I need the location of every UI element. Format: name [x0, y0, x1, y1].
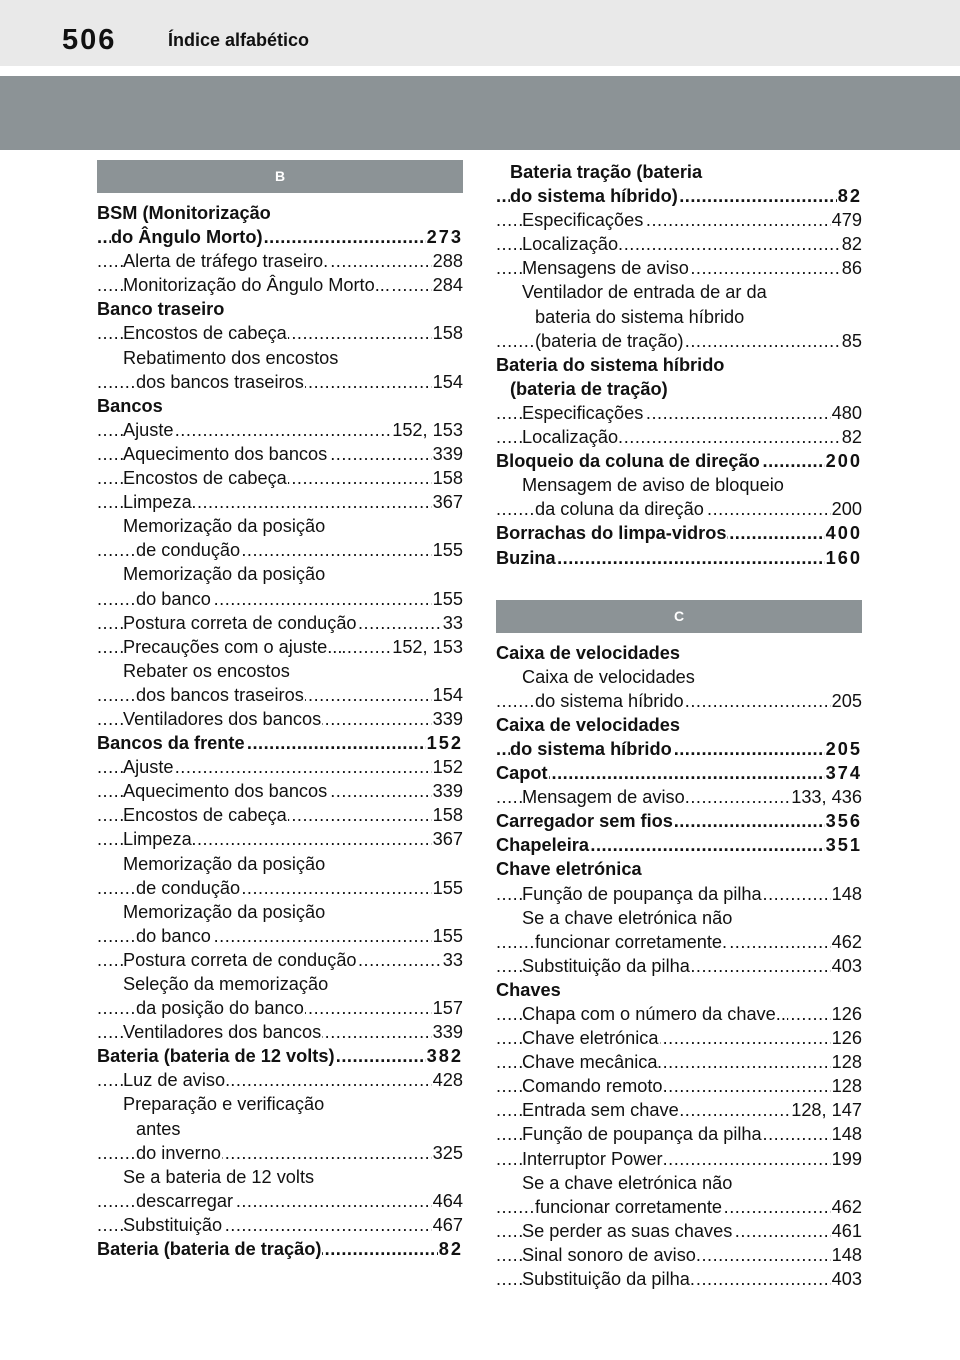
entry-term: (bateria de tração)	[535, 330, 684, 351]
entry-page-ref: 428	[432, 1068, 463, 1092]
index-entry	[97, 852, 463, 876]
entry-term: Chave mecânica	[522, 1052, 658, 1073]
entry-term: Se a chave eletrónica não	[522, 1172, 733, 1193]
entry-term: Bancos	[97, 395, 163, 416]
entry-term: Bateria (bateria de tração)	[97, 1239, 322, 1260]
index-entry	[496, 954, 862, 978]
entry-term: Mensagem de aviso de bloqueio	[522, 475, 784, 496]
index-entry	[496, 401, 862, 425]
entry-page-ref: 152, 153	[391, 635, 463, 659]
index-list-right-top	[496, 160, 862, 570]
index-entry	[97, 827, 463, 851]
entry-page-ref: 325	[432, 1141, 463, 1165]
entry-term: Luz de aviso.	[123, 1070, 231, 1091]
index-entry	[496, 785, 862, 809]
index-entry	[97, 1020, 463, 1044]
entry-page-ref: 462	[831, 1195, 862, 1219]
entry-term: de condução	[136, 877, 241, 898]
index-entry	[97, 972, 463, 996]
entry-page-ref: 126	[831, 1002, 862, 1026]
entry-page-ref: 356	[825, 809, 862, 833]
entry-page-ref: 339	[432, 779, 463, 803]
index-entry	[496, 930, 862, 954]
index-entry	[496, 305, 862, 329]
page-header	[0, 0, 960, 66]
index-column-left	[97, 160, 463, 1261]
entry-page-ref: 85	[841, 329, 862, 353]
entry-page-ref: 284	[432, 273, 463, 297]
index-entry	[97, 996, 463, 1020]
index-entry	[97, 273, 463, 297]
entry-term: Chave eletrónica	[522, 1028, 659, 1049]
index-entry	[496, 546, 862, 570]
index-entry	[97, 611, 463, 635]
index-entry	[496, 689, 862, 713]
entry-page-ref: 155	[432, 924, 463, 948]
entry-page-ref: 148	[831, 882, 862, 906]
entry-term: do sistema híbrido	[535, 690, 684, 711]
entry-page-ref: 403	[831, 954, 862, 978]
entry-page-ref: 158	[432, 466, 463, 490]
entry-term: Especificações	[522, 210, 644, 231]
entry-term: Chaves	[496, 979, 561, 1000]
index-entry	[496, 665, 862, 689]
entry-term: Bateria do sistema híbrido	[496, 354, 725, 375]
entry-term: do banco	[136, 588, 211, 609]
index-entry	[97, 948, 463, 972]
entry-term: Bloqueio da coluna de direção	[496, 451, 760, 472]
index-entry	[97, 1092, 463, 1116]
entry-term: Postura correta de condução	[123, 949, 357, 970]
entry-term: Postura correta de condução	[123, 612, 357, 633]
entry-term: Alerta de tráfego traseiro.	[123, 251, 329, 272]
index-entry	[496, 809, 862, 833]
entry-term: Mensagens de aviso	[522, 258, 689, 279]
entry-page-ref: 199	[831, 1147, 862, 1171]
entry-term: descarregar	[136, 1190, 234, 1211]
entry-term: antes	[136, 1118, 181, 1139]
index-entry	[97, 370, 463, 394]
entry-term: Ajuste	[123, 419, 174, 440]
index-entry	[496, 521, 862, 545]
index-entry	[496, 906, 862, 930]
entry-term: do banco	[136, 925, 211, 946]
index-entry	[97, 731, 463, 755]
index-entry	[496, 857, 862, 881]
entry-term: Memorização da posição	[123, 564, 326, 585]
index-entry	[496, 353, 862, 377]
index-entry	[496, 1195, 862, 1219]
entry-page-ref: 273	[426, 225, 463, 249]
index-entry	[97, 442, 463, 466]
index-entry	[496, 833, 862, 857]
entry-term: Chave eletrónica	[496, 859, 642, 880]
entry-page-ref: 205	[831, 689, 862, 713]
entry-term: Ventiladores dos bancos	[123, 1022, 322, 1043]
page-title: Índice alfabético	[168, 30, 310, 50]
index-entry	[97, 394, 463, 418]
entry-page-ref: 82	[837, 184, 862, 208]
entry-term: bateria do sistema híbrido	[535, 306, 745, 327]
entry-page-ref: 133, 436	[790, 785, 862, 809]
entry-page-ref: 462	[831, 930, 862, 954]
entry-term: Bateria tração (bateria	[510, 162, 703, 182]
entry-term: Borrachas do limpa-vidros	[496, 523, 727, 544]
index-entry	[496, 160, 862, 184]
entry-page-ref: 339	[432, 1020, 463, 1044]
entry-term: Caixa de velocidades	[496, 642, 680, 663]
entry-term: Substituição da pilha	[522, 955, 690, 976]
entry-term: Precauções com o ajuste...	[123, 636, 343, 657]
entry-term: Se a chave eletrónica não	[522, 907, 733, 928]
index-entry	[97, 297, 463, 321]
index-entry	[97, 514, 463, 538]
index-entry	[496, 1243, 862, 1267]
index-entry	[97, 201, 463, 225]
entry-term: da coluna da direção	[535, 499, 704, 520]
index-entry	[496, 737, 862, 761]
index-entry	[97, 346, 463, 370]
index-entry	[97, 635, 463, 659]
entry-term: Bancos da frente	[97, 733, 245, 754]
entry-page-ref: 128, 147	[790, 1098, 862, 1122]
entry-term: Substituição da pilha.	[522, 1269, 695, 1290]
entry-term: BSM (Monitorização	[97, 203, 271, 223]
entry-page-ref: 152	[432, 755, 463, 779]
index-list-right-bottom	[496, 641, 862, 1292]
entry-page-ref: 400	[825, 521, 862, 545]
entry-term: Aquecimento dos bancos	[123, 443, 328, 464]
index-entry	[97, 1213, 463, 1237]
index-entry	[496, 497, 862, 521]
entry-page-ref: 128	[831, 1074, 862, 1098]
entry-page-ref: 339	[432, 707, 463, 731]
entry-term: Rebatimento dos encostos	[123, 347, 339, 368]
entry-term: Função de poupança da pilha	[522, 1124, 762, 1145]
index-column-right	[496, 160, 862, 1291]
entry-term: Se a bateria de 12 volts	[123, 1166, 315, 1187]
entry-page-ref: 339	[432, 442, 463, 466]
entry-term: da posição do banco	[136, 998, 304, 1019]
index-entry	[496, 329, 862, 353]
entry-page-ref: 33	[442, 611, 463, 635]
entry-page-ref: 148	[831, 1243, 862, 1267]
entry-term: do Ângulo Morto)	[111, 227, 263, 248]
entry-term: Se perder as suas chaves	[522, 1220, 733, 1241]
index-entry	[97, 466, 463, 490]
section-header-b: B	[97, 160, 463, 193]
entry-page-ref: 479	[831, 208, 862, 232]
entry-term: Ventiladores dos bancos	[123, 708, 322, 729]
entry-term: Rebater os encostos	[123, 660, 290, 681]
entry-term: Interruptor Power	[522, 1148, 663, 1169]
entry-term: Limpeza	[123, 829, 192, 850]
entry-term: Caixa de velocidades	[522, 666, 695, 687]
entry-term: funcionar corretamente.	[535, 931, 728, 952]
index-entry	[97, 538, 463, 562]
entry-page-ref: 351	[825, 833, 862, 857]
index-entry	[97, 587, 463, 611]
entry-term: Buzina	[496, 547, 556, 568]
entry-term: Sinal sonoro de aviso	[522, 1244, 696, 1265]
entry-term: Encostos de cabeça	[123, 323, 287, 344]
entry-page-ref: 155	[432, 876, 463, 900]
entry-term: Bateria (bateria de 12 volts)	[97, 1046, 335, 1067]
index-entry	[97, 562, 463, 586]
index-entry	[496, 1171, 862, 1195]
entry-page-ref: 464	[432, 1189, 463, 1213]
index-entry	[496, 449, 862, 473]
entry-term: Entrada sem chave	[522, 1100, 679, 1121]
index-entry	[97, 659, 463, 683]
entry-term: Ventilador de entrada de ar da	[522, 282, 767, 303]
index-entry	[496, 1267, 862, 1291]
index-entry	[496, 377, 862, 401]
entry-page-ref: 155	[432, 538, 463, 562]
index-entry	[496, 473, 862, 497]
index-list-left	[97, 201, 463, 1261]
entry-page-ref: 154	[432, 370, 463, 394]
index-entry	[97, 1189, 463, 1213]
index-entry	[97, 707, 463, 731]
entry-page-ref: 152	[426, 731, 463, 755]
entry-term: Especificações	[522, 402, 644, 423]
entry-term: Mensagem de aviso	[522, 787, 685, 808]
index-entry	[97, 1141, 463, 1165]
index-entry	[496, 1147, 862, 1171]
index-entry	[97, 1044, 463, 1068]
entry-term: Preparação e verificação	[123, 1094, 325, 1115]
index-entry	[97, 924, 463, 948]
entry-term: funcionar corretamente	[535, 1196, 723, 1217]
entry-page-ref: 403	[831, 1267, 862, 1291]
index-entry	[97, 249, 463, 273]
index-entry	[496, 713, 862, 737]
index-entry	[97, 779, 463, 803]
entry-page-ref: 461	[831, 1219, 862, 1243]
entry-page-ref: 467	[432, 1213, 463, 1237]
entry-page-ref: 480	[831, 401, 862, 425]
index-entry	[97, 803, 463, 827]
index-entry	[496, 882, 862, 906]
index-entry	[97, 876, 463, 900]
entry-term: de condução	[136, 540, 241, 561]
entry-term: (bateria de tração)	[510, 378, 668, 399]
index-entry	[97, 321, 463, 345]
entry-term: Memorização da posição	[123, 901, 326, 922]
index-entry	[496, 978, 862, 1002]
entry-term: Função de poupança da pilha	[522, 883, 762, 904]
entry-page-ref: 158	[432, 803, 463, 827]
index-entry	[496, 641, 862, 665]
entry-term: Capot	[496, 763, 548, 784]
header-band	[0, 76, 960, 150]
entry-term: do sistema híbrido	[510, 738, 672, 759]
index-entry	[97, 1117, 463, 1141]
index-entry	[97, 1237, 463, 1261]
entry-page-ref: 205	[825, 737, 862, 761]
entry-page-ref: 160	[825, 546, 862, 570]
entry-term: dos bancos traseiros	[136, 684, 304, 705]
index-entry	[496, 1122, 862, 1146]
index-entry	[97, 1068, 463, 1092]
index-entry	[496, 1098, 862, 1122]
index-entry	[496, 425, 862, 449]
entry-term: Localização.	[522, 427, 624, 448]
index-entry	[496, 1002, 862, 1026]
index-entry	[97, 225, 463, 249]
entry-page-ref: 82	[841, 425, 862, 449]
entry-page-ref: 374	[825, 761, 862, 785]
entry-term: Chapeleira	[496, 835, 589, 856]
entry-term: dos bancos traseiros	[136, 371, 304, 392]
entry-page-ref: 158	[432, 321, 463, 345]
entry-page-ref: 382	[426, 1044, 463, 1068]
entry-term: Encostos de cabeça	[123, 468, 287, 489]
entry-term: Caixa de velocidades	[496, 714, 680, 735]
entry-page-ref: 152, 153	[391, 418, 463, 442]
entry-term: do sistema híbrido)	[510, 186, 678, 207]
entry-term: Limpeza	[123, 492, 192, 513]
index-entry	[97, 683, 463, 707]
entry-page-ref: 157	[432, 996, 463, 1020]
entry-page-ref: 367	[432, 490, 463, 514]
entry-term: Substituição	[123, 1214, 223, 1235]
entry-term: Memorização da posição	[123, 516, 326, 537]
entry-page-ref: 155	[432, 587, 463, 611]
index-entry	[97, 900, 463, 924]
entry-page-ref: 33	[442, 948, 463, 972]
entry-page-ref: 148	[831, 1122, 862, 1146]
entry-page-ref: 128	[831, 1050, 862, 1074]
entry-page-ref: 367	[432, 827, 463, 851]
entry-page-ref: 154	[432, 683, 463, 707]
entry-term: Seleção da memorização	[123, 974, 329, 994]
entry-term: Monitorização do Ângulo Morto...	[123, 275, 390, 296]
entry-term: do inverno	[136, 1142, 221, 1163]
index-entry	[496, 184, 862, 208]
index-entry	[496, 1074, 862, 1098]
index-entry	[496, 232, 862, 256]
entry-page-ref: 288	[432, 249, 463, 273]
entry-page-ref: 82	[841, 232, 862, 256]
entry-term: Chapa com o número da chave..	[522, 1004, 786, 1024]
entry-page-ref: 82	[438, 1237, 463, 1261]
index-entry	[496, 256, 862, 280]
index-entry	[496, 280, 862, 304]
index-entry	[97, 490, 463, 514]
entry-page-ref: 200	[825, 449, 862, 473]
section-header-c: C	[496, 600, 862, 633]
entry-page-ref: 126	[831, 1026, 862, 1050]
index-entry	[496, 1050, 862, 1074]
entry-term: Encostos de cabeça	[123, 805, 287, 826]
index-entry	[496, 1219, 862, 1243]
entry-term: Carregador sem fios	[496, 811, 673, 832]
index-entry	[496, 1026, 862, 1050]
entry-term: Ajuste	[123, 757, 174, 778]
index-entry	[496, 761, 862, 785]
entry-page-ref: 200	[831, 497, 862, 521]
entry-term: Aquecimento dos bancos	[123, 781, 328, 802]
index-entry	[97, 1165, 463, 1189]
page-number: 506	[62, 24, 117, 56]
entry-term: Comando remoto	[522, 1076, 663, 1097]
entry-term: Banco traseiro	[97, 299, 225, 320]
entry-term: Memorização da posição	[123, 853, 326, 874]
entry-term: Localização.	[522, 234, 624, 255]
index-entry	[97, 418, 463, 442]
index-entry	[97, 755, 463, 779]
index-entry	[496, 208, 862, 232]
entry-page-ref: 86	[841, 256, 862, 280]
